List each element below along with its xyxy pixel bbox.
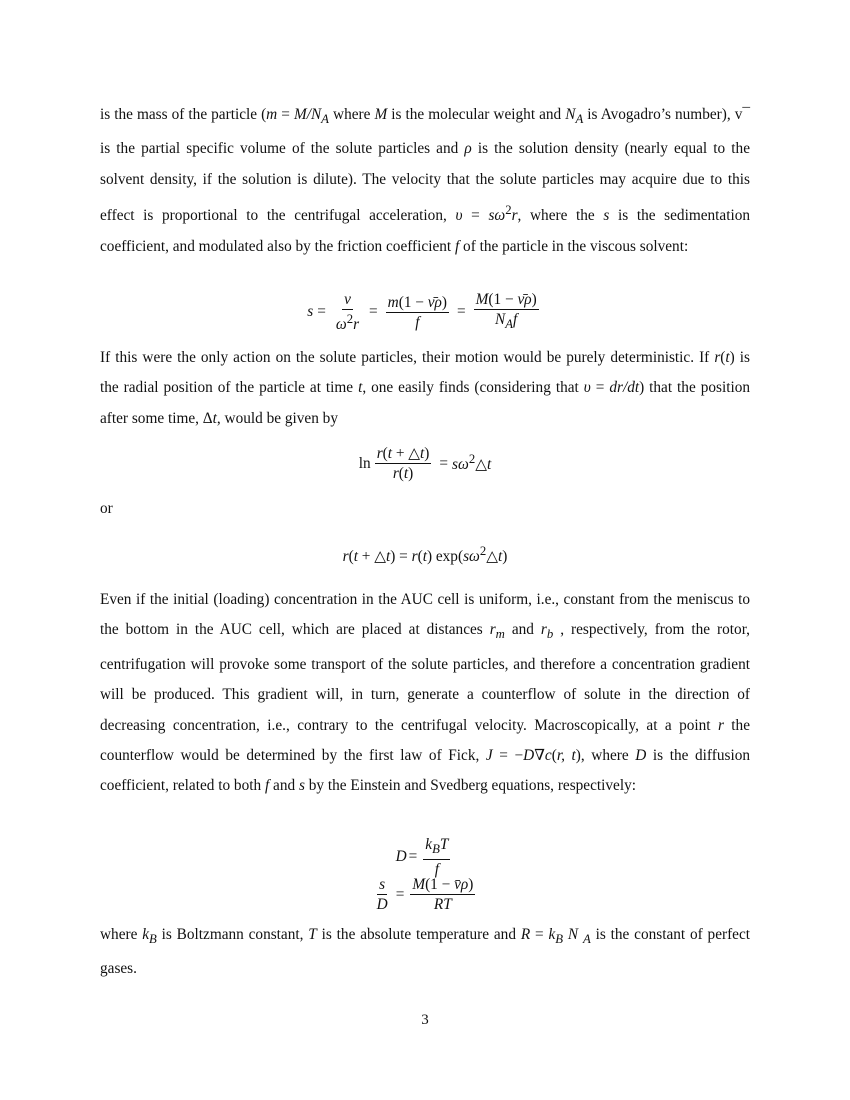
- paragraph-concentration-gradient: Even if the initial (loading) concentration in the AUC cell is uniform, i.e., constant from the meniscus to the bottom in the AUC cell, which are placed at distances $r_m$ and $r_b$ , respectively, from the rotor, centrifugation will provoke some transport of the solute particles, and therefore a concentration gradient will be produced. This gradient will, in turn, generate a counterflow of solute in the direction of decreasing concentration, i.e., contrary to the centrifugal velocity. Macroscopically, at a point r the counterflow would be determined by the first law of Fick, J = −D∇c(r, t), where D is the diffusion coefficient, related to both f and s by the Einstein and Svedberg equations, respectively:: [100, 591, 750, 795]
- paragraph-deterministic-motion: If this were the only action on the solute particles, their motion would be purely deterministic. If r(t) is the radial position of the particle at time t, one easily finds (considering that υ = dr/dt) that the position after some time, Δt, would be given by: [100, 349, 751, 427]
- equation-log-position: ln $\frac{r(t + \triangle t)}{r(t)}$ = $s\omega^2\triangle t$: [358, 445, 492, 482]
- paragraph-mass-velocity: is the mass of the particle ($m = M/N_A$ where M is the molecular weight and $N_A$ is Avogadro’s number), v¯ is the partial specific volume of the solute particles and ρ is the solution density (nearly equal to the solvent density, if the solution is dilute). The velocity that the solute particles may acquire due to this effect is proportional to the centrifugal acceleration, $\upsilon = s\omega^2r$, where the s is the sedimentation coefficient, and modulated also by the friction coefficient f of the particle in the viscous solvent:: [100, 106, 750, 255]
- equation-einstein: D = $\frac{k_BT}{f}$: [395, 836, 449, 879]
- connector-or: or: [100, 500, 113, 517]
- page-number: 3: [421, 1012, 429, 1028]
- equation-sedimentation: s = $\frac{\nu}{\omega^2r}$ = $\frac{m(1 - \nū\rho)}{f}$ = $\frac{M(1 - \nū\rho)}{N_Af}$: [307, 291, 537, 334]
- equation-exp-position: r(t + △t) = r(t) $\exp(s\omega^2\triangle t)$: [342, 544, 508, 566]
- equation-svedberg: $\frac{s}{D}$ = $\frac{M(1 - v̄\rho)}{RT}$: [376, 876, 474, 913]
- paragraph-boltzmann: where $k_B$ is Boltzmann constant, T is the absolute temperature and $R = k_B$ N $_A$ is the constant of perfect gases.: [100, 926, 751, 978]
